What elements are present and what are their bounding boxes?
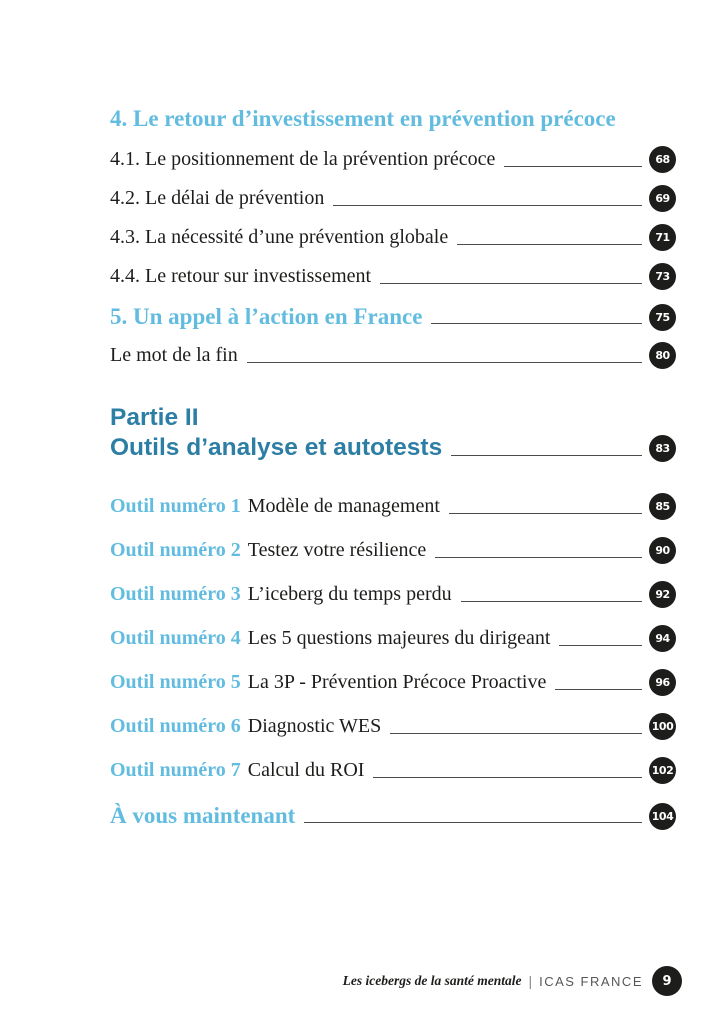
toc-entry-tool [110, 712, 676, 741]
leader-line [373, 777, 642, 778]
toc-entry-tool [110, 536, 676, 565]
toc-entry-tool [110, 624, 676, 653]
leader-line [457, 244, 642, 245]
toc-entry-tool [110, 580, 676, 609]
leader-line [380, 283, 642, 284]
page-number-badge: 80 [649, 342, 676, 369]
toc-entry-label: Le mot de la fin [110, 344, 238, 366]
leader-line [449, 513, 642, 514]
leader-line [435, 557, 642, 558]
tool-number-label: Outil numéro 5 [110, 671, 241, 693]
leader-line [247, 362, 642, 363]
toc-entry [110, 145, 676, 174]
page-footer [343, 966, 682, 996]
part2-subtitle: Outils d’analyse et autotests [110, 434, 443, 461]
part2-title: Partie II [110, 404, 199, 431]
leader-line [555, 689, 642, 690]
tool-number-label: Outil numéro 7 [110, 759, 241, 781]
footer-separator: | [528, 973, 533, 989]
leader-line [333, 205, 642, 206]
leader-line [390, 733, 642, 734]
tool-number-label: Outil numéro 1 [110, 495, 241, 517]
toc-entry [110, 184, 676, 213]
final-heading: À vous maintenant [110, 803, 296, 828]
page-number-badge: 96 [649, 669, 676, 696]
section-5-heading: 5. Un appel à l’action en France [110, 304, 423, 329]
toc-entry-label: 4.4. Le retour sur investissement [110, 265, 372, 287]
page-number-badge: 71 [649, 224, 676, 251]
tool-title: Calcul du ROI [247, 759, 365, 781]
part2-subtitle-row [110, 432, 676, 464]
toc-entry-label: 4.1. Le positionnement de la prévention précoce [110, 148, 496, 170]
toc-entry-tool [110, 668, 676, 697]
tool-number-label: Outil numéro 6 [110, 715, 241, 737]
tool-title: L’iceberg du temps perdu [247, 583, 452, 605]
footer-page-badge: 9 [652, 966, 682, 996]
page-number-badge: 102 [649, 757, 676, 784]
toc-entry [110, 223, 676, 252]
leader-line [461, 601, 642, 602]
toc-entry-tool [110, 756, 676, 785]
page-number-badge: 68 [649, 146, 676, 173]
leader-line [431, 323, 642, 324]
book-title: Les icebergs de la santé mentale [342, 973, 522, 988]
toc-entry [110, 262, 676, 291]
page-number-badge: 85 [649, 493, 676, 520]
toc-entry-label: 4.3. La nécessité d’une prévention globale [110, 226, 449, 248]
publisher-name: ICAS FRANCE [539, 973, 643, 989]
toc-entry-label: 4.2. Le délai de prévention [110, 187, 325, 209]
tool-title: Les 5 questions majeures du dirigeant [247, 627, 551, 649]
leader-line [451, 455, 642, 456]
final-heading-row [110, 800, 676, 832]
page-number-badge: 90 [649, 537, 676, 564]
page-number-badge: 75 [649, 304, 676, 331]
tool-title: Diagnostic WES [247, 715, 382, 737]
page-number-badge: 92 [649, 581, 676, 608]
tool-title: Testez votre résilience [247, 539, 427, 561]
section-5-heading-row [110, 301, 676, 333]
tool-number-label: Outil numéro 4 [110, 627, 241, 649]
tool-title: Modèle de management [247, 495, 440, 517]
page-number-badge: 100 [649, 713, 676, 740]
tool-number-label: Outil numéro 2 [110, 539, 241, 561]
part2-heading-block [110, 404, 676, 464]
tool-title: La 3P - Prévention Précoce Proactive [247, 671, 547, 693]
section-4-heading: 4. Le retour d’investissement en prévention précoce [110, 106, 616, 131]
toc-entry-tool [110, 492, 676, 521]
toc-entry [110, 341, 676, 370]
leader-line [304, 822, 642, 823]
page-number-badge: 94 [649, 625, 676, 652]
page-number-badge: 104 [649, 803, 676, 830]
page-number-badge: 69 [649, 185, 676, 212]
page-number-badge: 83 [649, 435, 676, 462]
leader-line [504, 166, 642, 167]
page-number-badge: 73 [649, 263, 676, 290]
tool-number-label: Outil numéro 3 [110, 583, 241, 605]
section-4-heading-row [110, 103, 676, 135]
leader-line [559, 645, 642, 646]
